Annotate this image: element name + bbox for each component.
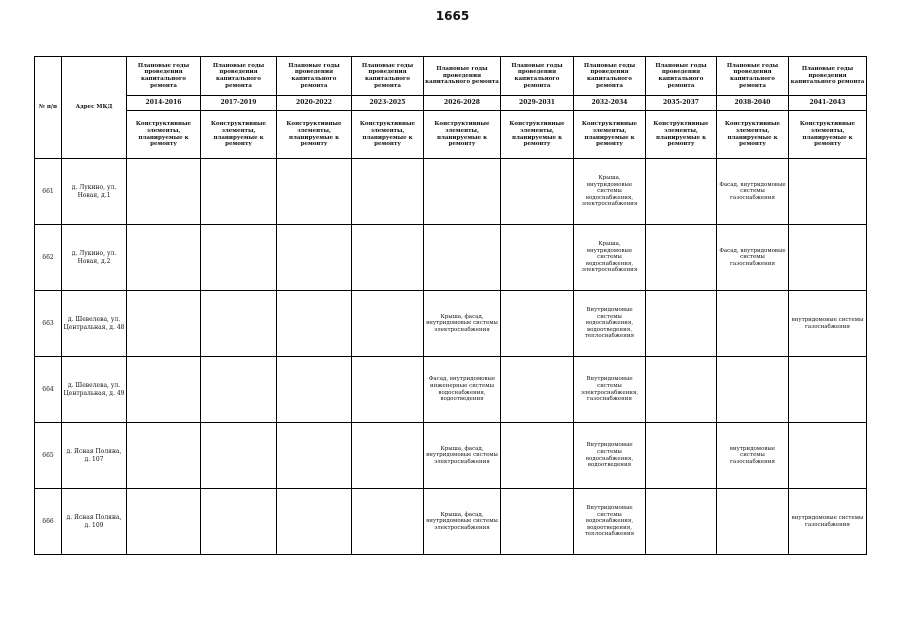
repair-elements-cell xyxy=(501,489,574,555)
header-period-title: Плановые годы проведения капитального ремонта xyxy=(424,57,501,96)
repair-elements-cell xyxy=(646,357,717,423)
row-address: д. Шевелева, ул. Центральная, д. 49 xyxy=(62,357,127,423)
header-subheader: Конструктивные элементы, планируемые к ремонту xyxy=(501,111,574,159)
header-years: 2017-2019 xyxy=(201,96,277,111)
header-years: 2023-2025 xyxy=(352,96,424,111)
repair-elements-cell xyxy=(201,159,277,225)
repair-elements-cell xyxy=(277,159,352,225)
repair-elements-cell: Внутридомовые системы электроснабжения, газоснабжения xyxy=(574,357,646,423)
header-row-years xyxy=(35,96,867,111)
header-period-title: Плановые годы проведения капитального ремонта xyxy=(646,57,717,96)
repair-elements-cell: Фасад, внутридомовые инженерные системы водоснабжения, водоотведения xyxy=(424,357,501,423)
header-subheader: Конструктивные элементы, планируемые к ремонту xyxy=(201,111,277,159)
repair-elements-cell xyxy=(201,489,277,555)
table-row xyxy=(35,291,867,357)
header-subheader: Конструктивные элементы, планируемые к ремонту xyxy=(352,111,424,159)
header-period-title: Плановые годы проведения капитального ремонта xyxy=(201,57,277,96)
repair-elements-cell xyxy=(717,489,789,555)
header-subheader: Конструктивные элементы, планируемые к ремонту xyxy=(424,111,501,159)
repair-elements-cell xyxy=(127,357,201,423)
repair-elements-cell: Крыша, фасад, внутридомовые системы электроснабжения xyxy=(424,291,501,357)
header-years: 2032-2034 xyxy=(574,96,646,111)
repair-elements-cell xyxy=(352,423,424,489)
header-row-titles xyxy=(35,57,867,96)
repair-elements-cell: Крыша, фасад, внутридомовые системы электроснабжения xyxy=(424,489,501,555)
repair-elements-cell xyxy=(501,291,574,357)
repair-elements-cell: Крыша, внутридомовые системы водоснабжения, электроснабжения xyxy=(574,225,646,291)
header-years: 2038-2040 xyxy=(717,96,789,111)
repair-elements-cell xyxy=(201,423,277,489)
repair-elements-cell xyxy=(352,291,424,357)
repair-elements-cell: Внутридомовые системы водоснабжения, водоотведения xyxy=(574,423,646,489)
repair-elements-cell xyxy=(127,423,201,489)
header-years: 2020-2022 xyxy=(277,96,352,111)
header-period-title: Плановые годы проведения капитального ремонта xyxy=(501,57,574,96)
repair-elements-cell: внутридомовые системы газоснабжения xyxy=(789,489,867,555)
table-row xyxy=(35,357,867,423)
repair-elements-cell: Внутридомовые системы водоснабжения, водоотведения, теплоснабжения xyxy=(574,291,646,357)
header-subheader: Конструктивные элементы, планируемые к ремонту xyxy=(789,111,867,159)
row-number: 665 xyxy=(35,423,62,489)
header-period-title: Плановые годы проведения капитального ремонта xyxy=(352,57,424,96)
row-address: д. Лукино, ул. Новая, д.1 xyxy=(62,159,127,225)
repair-elements-cell: Крыша, внутридомовые системы водоснабжения, электроснабжения xyxy=(574,159,646,225)
header-years: 2041-2043 xyxy=(789,96,867,111)
table-row xyxy=(35,489,867,555)
repair-elements-cell xyxy=(201,225,277,291)
repair-elements-cell: внутридомовые системы газоснабжения xyxy=(717,423,789,489)
repair-elements-cell xyxy=(277,423,352,489)
table-row xyxy=(35,423,867,489)
header-subheader: Конструктивные элементы, планируемые к ремонту xyxy=(127,111,201,159)
repair-elements-cell xyxy=(201,357,277,423)
header-period-title: Плановые годы проведения капитального ремонта xyxy=(127,57,201,96)
row-address: д. Ясная Поляна, д. 107 xyxy=(62,423,127,489)
row-number: 663 xyxy=(35,291,62,357)
repair-elements-cell xyxy=(352,489,424,555)
repair-elements-cell xyxy=(127,489,201,555)
repair-elements-cell xyxy=(277,291,352,357)
repair-elements-cell xyxy=(352,357,424,423)
repair-elements-cell xyxy=(789,159,867,225)
header-row-subheaders xyxy=(35,111,867,159)
repair-elements-cell xyxy=(424,225,501,291)
repair-elements-cell: Фасад, внутридомовые системы газоснабжения xyxy=(717,159,789,225)
repair-elements-cell: Фасад, внутридомовые системы газоснабжения xyxy=(717,225,789,291)
header-num: № п/п xyxy=(35,57,62,159)
header-period-title: Плановые годы проведения капитального ремонта xyxy=(277,57,352,96)
repair-elements-cell xyxy=(127,225,201,291)
repair-elements-cell xyxy=(501,225,574,291)
table-row xyxy=(35,159,867,225)
row-number: 661 xyxy=(35,159,62,225)
repair-elements-cell xyxy=(646,423,717,489)
header-subheader: Конструктивные элементы, планируемые к ремонту xyxy=(717,111,789,159)
header-period-title: Плановые годы проведения капитального ремонта xyxy=(717,57,789,96)
repair-elements-cell xyxy=(789,423,867,489)
capital-repair-plan-table xyxy=(34,56,867,555)
header-subheader: Конструктивные элементы, планируемые к ремонту xyxy=(277,111,352,159)
row-address: д. Лукино, ул. Новая, д.2 xyxy=(62,225,127,291)
repair-elements-cell xyxy=(501,159,574,225)
row-address: д. Ясная Поляна, д. 109 xyxy=(62,489,127,555)
table-row xyxy=(35,225,867,291)
repair-elements-cell: Крыша, фасад, внутридомовые системы электроснабжения xyxy=(424,423,501,489)
header-address: Адрес МКД xyxy=(62,57,127,159)
header-period-title: Плановые годы проведения капитального ремонта xyxy=(789,57,867,96)
header-years: 2029-2031 xyxy=(501,96,574,111)
repair-elements-cell xyxy=(501,357,574,423)
repair-elements-cell xyxy=(501,423,574,489)
row-number: 662 xyxy=(35,225,62,291)
repair-elements-cell: Внутридомовые системы водоснабжения, водоотведения, теплоснабжения xyxy=(574,489,646,555)
repair-elements-cell xyxy=(277,225,352,291)
header-subheader: Конструктивные элементы, планируемые к ремонту xyxy=(574,111,646,159)
repair-elements-cell xyxy=(789,225,867,291)
row-address: д. Шевелева, ул. Центральная, д. 48 xyxy=(62,291,127,357)
repair-elements-cell xyxy=(646,489,717,555)
repair-elements-cell xyxy=(646,159,717,225)
repair-elements-cell xyxy=(717,291,789,357)
header-years: 2026-2028 xyxy=(424,96,501,111)
repair-elements-cell xyxy=(127,291,201,357)
header-period-title: Плановые годы проведения капитального ремонта xyxy=(574,57,646,96)
row-number: 666 xyxy=(35,489,62,555)
repair-elements-cell xyxy=(646,225,717,291)
repair-elements-cell xyxy=(717,357,789,423)
repair-elements-cell xyxy=(277,357,352,423)
repair-elements-cell: внутридомовые системы газоснабжения xyxy=(789,291,867,357)
repair-elements-cell xyxy=(789,357,867,423)
repair-elements-cell xyxy=(127,159,201,225)
repair-elements-cell xyxy=(352,159,424,225)
repair-elements-cell xyxy=(646,291,717,357)
repair-elements-cell xyxy=(424,159,501,225)
header-years: 2014-2016 xyxy=(127,96,201,111)
header-subheader: Конструктивные элементы, планируемые к ремонту xyxy=(646,111,717,159)
repair-elements-cell xyxy=(201,291,277,357)
row-number: 664 xyxy=(35,357,62,423)
repair-elements-cell xyxy=(277,489,352,555)
header-years: 2035-2037 xyxy=(646,96,717,111)
repair-elements-cell xyxy=(352,225,424,291)
page-number: 1665 xyxy=(435,9,470,23)
